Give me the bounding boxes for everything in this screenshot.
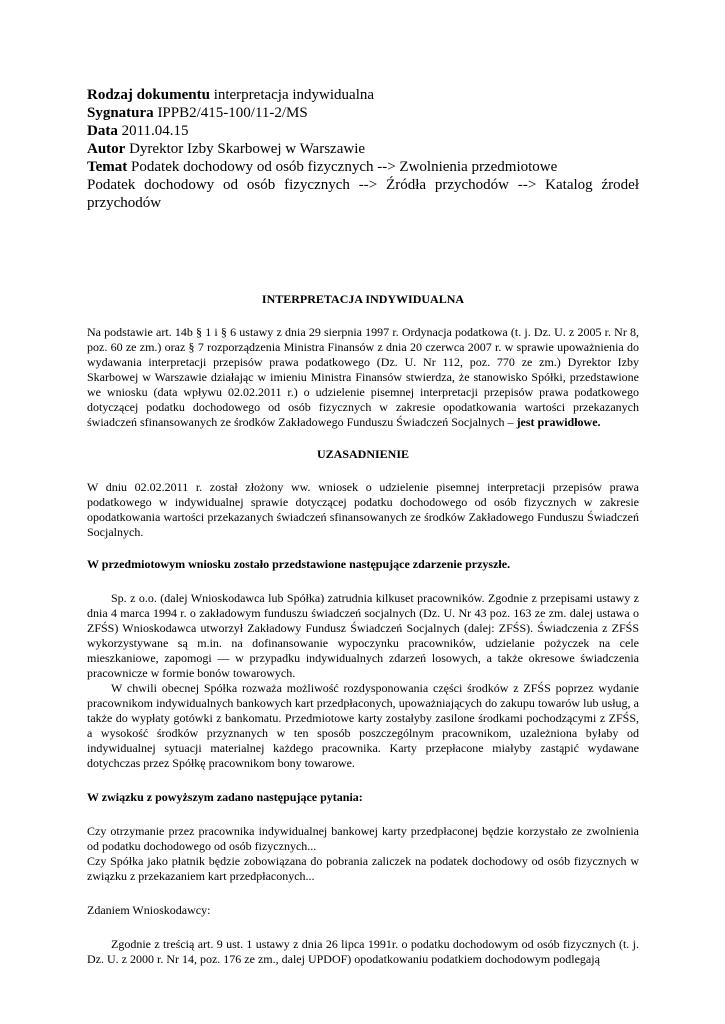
meta-sygnatura-label: Sygnatura: [87, 105, 154, 121]
meta-rodzaj-label: Rodzaj dokumentu: [87, 87, 210, 103]
paragraph-intro: [87, 325, 639, 430]
paragraph-uzasadnienie: W dniu 02.02.2011 r. został złożony ww. wniosek o udzielenie pisemnej interpretacji przepisów prawa podatkowego w indywidualnej sprawie dotyczącej podatku dochodowego od osób fizycznych w zakresie opodatkowania wartości przekazanych świadczeń sfinansowanych ze środków Zakładowego Funduszu Świadczeń Socjalnych.: [87, 480, 639, 539]
meta-autor-value: Dyrektor Izby Skarbowej w Warszawie: [129, 141, 366, 157]
meta-temat: [87, 158, 639, 176]
zdaniem-wnioskodawcy: Zdaniem Wnioskodawcy:: [87, 903, 211, 917]
document-metadata: [87, 86, 639, 212]
meta-temat-line-2: Podatek dochodowy od osób fizycznych --> Źródła przychodów --> Katalog źrodeł: [87, 177, 639, 193]
meta-autor: [87, 140, 639, 158]
paragraph-intro-text: Na podstawie art. 14b § 1 i § 6 ustawy z dnia 29 sierpnia 1997 r. Ordynacja podatkowa (t. j. Dz. U. z 2005 r. Nr 8, poz. 60 ze zm.) oraz § 7 rozporządzenia Ministra Finansów z dnia 20 czerwca 2007 r. w sprawie upoważnienia do wydawania interpretacji przepisów prawa podatkowego (Dz. U. Nr 112, poz. 770 ze zm.) Dyrektor Izby Skarbowej w Warszawie działając w imieniu Ministra Finansów stwierdza, że stanowisko Spółki, przedstawione we wniosku (data wpływu 02.02.2011 r.) o udzielenie pisemnej interpretacji przepisów prawa podatkowego dotyczącej podatku dochodowego od osób fizycznych w zakresie opodatkowania wartości przekazanych świadczeń sfinansowanych ze środków Zakładowego Funduszu Świadczeń Socjalnych –: [87, 325, 639, 429]
subheading-zdarzenie: W przedmiotowym wniosku zostało przedstawione następujące zdarzenie przyszłe.: [87, 557, 511, 571]
paragraph-spolka-1: Sp. z o.o. (dalej Wnioskodawca lub Spółka) zatrudnia kilkuset pracowników. Zgodnie z przepisami ustawy z dnia 4 marca 1994 r. o zakładowym funduszu świadczeń socjalnych (Dz. U. Nr 43 poz. 163 ze zm. dalej ustawa o ZFŚS) Wnioskodawca utworzył Zakładowy Fundusz Świadczeń Socjalnych (dalej: ZFŚS). Świadczenia z ZFŚS wykorzystywane są m.in. na dofinansowanie wypoczynku pracowników, udzielanie pożyczek na cele mieszkaniowe, zapomogi — w przypadku indywidualnych zdarzeń losowych, a także okresowe świadczenia pracownicze w formie bonów towarowych.: [87, 591, 639, 680]
meta-sygnatura-value: IPPB2/415-100/11-2/MS: [157, 105, 308, 121]
paragraph-zgodnie: Zgodnie z treścią art. 9 ust. 1 ustawy z dnia 26 lipca 1991r. o podatku dochodowym od osób fizycznych (t. j. Dz. U. z 2000 r. Nr 14, poz. 176 ze zm., dalej UPDOF) opodatkowaniu podatkiem dochodowym podlegają: [87, 937, 639, 966]
meta-autor-label: Autor: [87, 141, 126, 157]
document-body: [87, 292, 639, 967]
heading-interpretacja: INTERPRETACJA INDYWIDUALNA: [261, 292, 465, 306]
meta-rodzaj: [87, 86, 639, 104]
meta-data-value: 2011.04.15: [121, 123, 189, 139]
meta-data: [87, 122, 639, 140]
paragraph-intro-verdict: jest prawidłowe.: [516, 415, 601, 429]
meta-temat-label: Temat: [87, 159, 128, 175]
question-2: Czy Spółka jako płatnik będzie zobowiązana do pobrania zaliczek na podatek dochodowy od osób fizycznych w związku z przekazaniem kart przedpłaconych...: [87, 854, 639, 883]
subheading-pytania: W związku z powyższym zadano następujące pytania:: [87, 790, 363, 804]
meta-temat-line-3: przychodów: [87, 195, 162, 211]
meta-temat-value-1: Podatek dochodowy od osób fizycznych --> Zwolnienia przedmiotowe: [131, 159, 558, 175]
question-1: Czy otrzymanie przez pracownika indywidualnej bankowej karty przedpłaconej będzie korzystało ze zwolnienia od podatku dochodowego od osób fizycznych...: [87, 824, 639, 853]
heading-uzasadnienie: UZASADNIENIE: [316, 447, 410, 461]
meta-sygnatura: [87, 104, 639, 122]
meta-data-label: Data: [87, 123, 118, 139]
meta-rodzaj-value: interpretacja indywidualna: [213, 87, 375, 103]
paragraph-spolka-2: W chwili obecnej Spółka rozważa możliwość rozdysponowania części środków z ZFŚS poprzez wydanie pracownikom indywidualnych bankowych kart przedpłaconych, upoważniających do zakupu towarów lub usług, a także do wypłaty gotówki z bankomatu. Przedmiotowe karty zostałyby zasilone środkami pochodzącymi z ZFŚS, a wysokość środków przyznanych w ten sposób poszczególnym pracownikom, uzależniona byłaby od indywidualnej sytuacji materialnej każdego pracownika. Karty przepłacone miałyby zastąpić wydawane dotychczas przez Spółkę pracownikom bony towarowe.: [87, 681, 639, 770]
